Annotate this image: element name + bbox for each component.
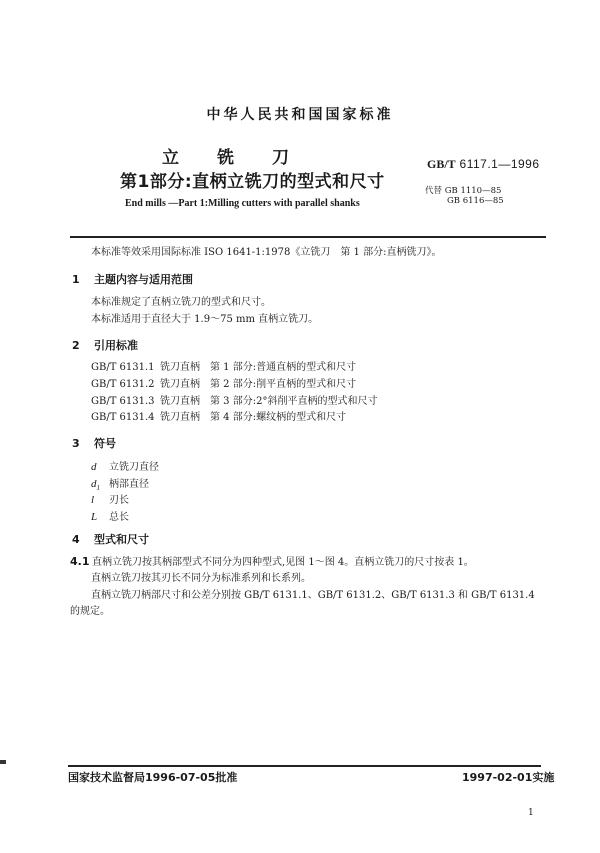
section-heading xyxy=(72,531,149,547)
replaced-standard: GB 6116—85 xyxy=(447,196,504,206)
paragraph: 直柄立铣刀按其刃长不同分为标准系列和长系列。 xyxy=(91,573,311,584)
section-heading xyxy=(72,337,138,353)
symbol-meaning: 刃长 xyxy=(109,495,129,506)
title-char: 铣 xyxy=(217,148,272,168)
symbol-meaning: 柄部直径 xyxy=(109,479,149,490)
reference-row xyxy=(91,395,377,409)
paragraph: 直柄立铣刀按其柄部型式不同分为四种型式,见图 1～图 4。直柄立铣刀的尺寸按表 1。 xyxy=(92,557,474,568)
reference-code: GB/T 6131.4 xyxy=(91,412,155,423)
page-number: 1 xyxy=(528,808,534,818)
reference-row xyxy=(91,411,346,425)
section-heading xyxy=(72,271,193,287)
section-title: 符号 xyxy=(94,437,116,450)
symbol-row xyxy=(91,510,129,525)
paragraph: 本标准规定了直柄立铣刀的型式和尺寸。 xyxy=(91,297,271,308)
section-number: 4 xyxy=(72,533,80,546)
section-number: 3 xyxy=(72,437,80,450)
reference-category: 铣刀直柄 xyxy=(160,379,200,390)
symbol-meaning: 立铣刀直径 xyxy=(109,462,159,473)
reference-title: 第 1 部分:普通直柄的型式和尺寸 xyxy=(210,362,357,373)
section-title: 主题内容与适用范围 xyxy=(94,273,193,286)
scan-artifact xyxy=(0,760,6,764)
paragraph: 的规定。 xyxy=(70,606,110,617)
title-char: 刀 xyxy=(272,148,289,168)
replaces-label: 代替 xyxy=(425,186,443,196)
implementation-date: 1997-02-01实施 xyxy=(462,771,555,784)
section-heading xyxy=(72,435,116,451)
reference-code: GB/T 6131.3 xyxy=(91,396,155,407)
reference-category: 铣刀直柄 xyxy=(160,362,200,373)
section-title: 引用标准 xyxy=(94,339,138,352)
english-title: End mills —Part 1:Milling cutters with parallel shanks xyxy=(125,198,360,209)
header-divider xyxy=(70,236,546,238)
reference-category: 铣刀直柄 xyxy=(160,412,200,423)
standard-prefix: GB/T xyxy=(427,157,456,171)
reference-code: GB/T 6131.2 xyxy=(91,379,155,390)
intro-paragraph: 本标准等效采用国际标准 ISO 1641-1:1978《立铣刀 第 1 部分:直柄铣刀》。 xyxy=(91,247,442,258)
section-number: 1 xyxy=(72,273,80,286)
symbol-meaning: 总长 xyxy=(109,512,129,523)
symbol: L xyxy=(91,511,98,523)
subsection-paragraph xyxy=(70,555,474,570)
symbol-row xyxy=(91,493,129,508)
standard-code: 6117.1—1996 xyxy=(459,157,540,171)
symbol: l xyxy=(91,494,95,506)
reference-code: GB/T 6131.1 xyxy=(91,362,155,373)
paragraph: 直柄立铣刀柄部尺寸和公差分别按 GB/T 6131.1、GB/T 6131.2、GB/T 6131.3 和 GB/T 6131.4 xyxy=(91,590,535,601)
reference-title: 第 3 部分:2°斜削平直柄的型式和尺寸 xyxy=(210,396,378,407)
reference-row xyxy=(91,361,356,375)
title-char: 立 xyxy=(162,148,217,168)
reference-category: 铣刀直柄 xyxy=(160,396,200,407)
reference-title: 第 2 部分:削平直柄的型式和尺寸 xyxy=(210,379,357,390)
replaced-standard: GB 1110—85 xyxy=(444,186,502,196)
symbol: $d_1$ xyxy=(91,478,100,493)
paragraph: 本标准适用于直径大于 1.9～75 mm 直柄立铣刀。 xyxy=(91,314,319,325)
document-title xyxy=(162,143,289,168)
replaces-block xyxy=(425,186,504,206)
symbol-row xyxy=(91,460,159,475)
subsection-number: 4.1 xyxy=(70,555,90,568)
symbol: d xyxy=(91,461,97,473)
reference-title: 第 4 部分:螺纹柄的型式和尺寸 xyxy=(210,412,347,423)
reference-row xyxy=(91,378,356,392)
footer-divider xyxy=(68,765,541,767)
document-subtitle: 第1部分:直柄立铣刀的型式和尺寸 xyxy=(120,172,385,192)
standard-number xyxy=(427,157,540,172)
country-standard-header: 中华人民共和国国家标准 xyxy=(206,107,394,123)
section-title: 型式和尺寸 xyxy=(94,533,149,546)
approval-date: 国家技术监督局1996-07-05批准 xyxy=(68,771,238,784)
section-number: 2 xyxy=(72,339,80,352)
